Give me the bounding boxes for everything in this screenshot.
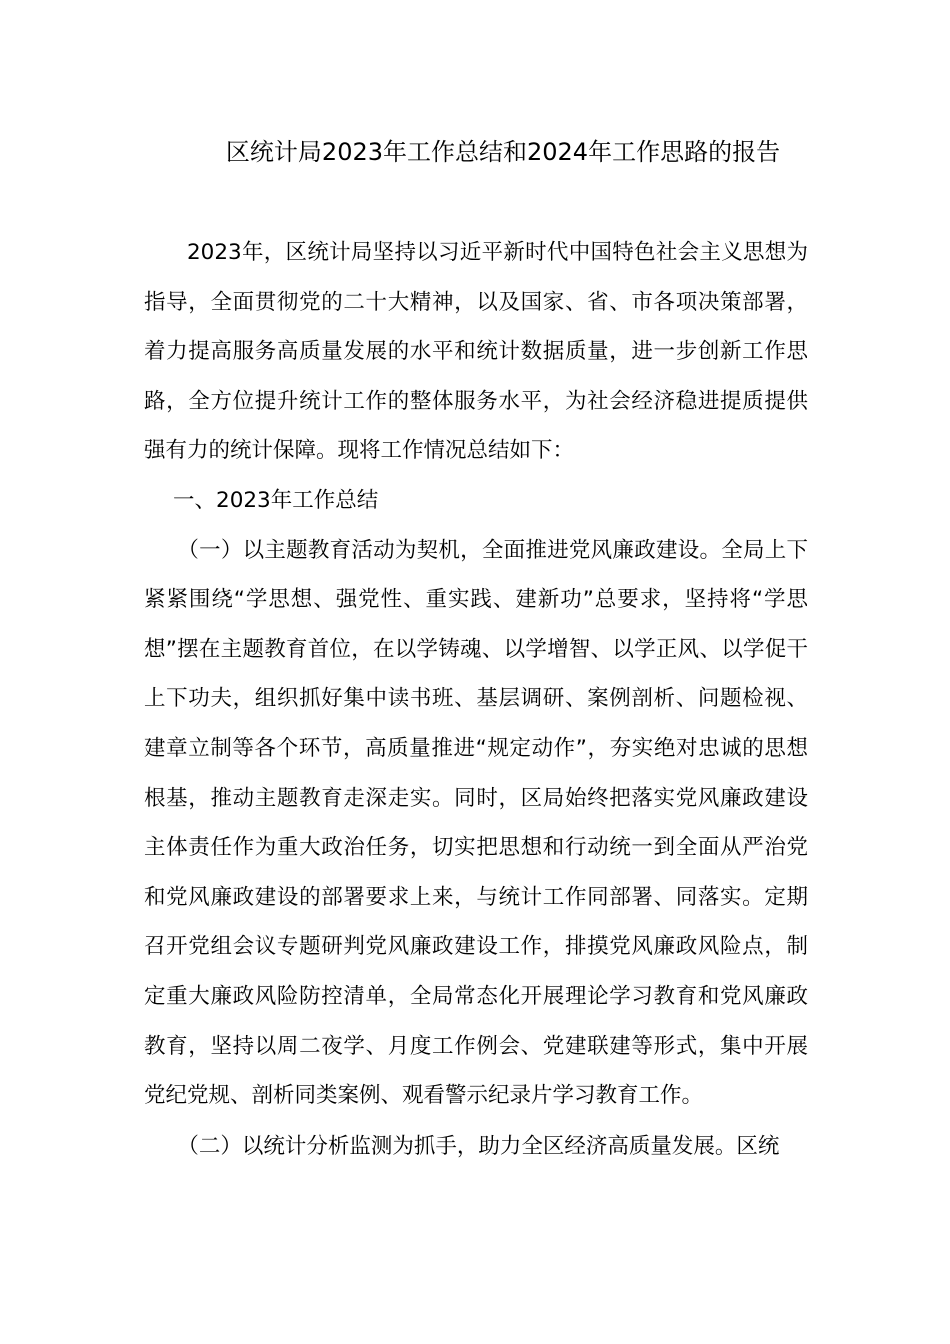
item-one-paragraph: （一）以主题教育活动为契机，全面推进党风廉政建设。全局上下紧紧围绕“学思想、强党性、重实践、建新功”总要求，坚持将“学思想”摆在主题教育首位，在以学铸魂、以学增智、以学正风、以学促干上下功夫，组织抓好集中读书班、基层调研、案例剖析、问题检视、建章立制等各个环节，高质量推进“规定动作”，夯实绝对忠诚的思想根基，推动主题教育走深走实。同时，区局始终把落实党风廉政建设主体责任作为重大政治任务，切实把思想和行动统一到全面从严治党和党风廉政建设的部署要求上来，与统计工作同部署、同落实。定期召开党组会议专题研判党风廉政建设工作，排摸党风廉政风险点，制定重大廉政风险防控清单，全局常态化开展理论学习教育和党风廉政教育，坚持以周二夜学、月度工作例会、党建联建等形式，集中开展党纪党规、剖析同类案例、观看警示纪录片学习教育工作。	[144, 537, 808, 1109]
item-two-paragraph: （二）以统计分析监测为抓手，助力全区经济高质量发展。区统	[177, 1133, 780, 1159]
document-body	[144, 228, 808, 1171]
section-heading: 一、2023年工作总结	[173, 487, 379, 513]
document-title: 区统计局2023年工作总结和2024年工作思路的报告	[225, 138, 781, 166]
intro-paragraph: 2023年，区统计局坚持以习近平新时代中国特色社会主义思想为指导，全面贯彻党的二十大精神，以及国家、省、市各项决策部署，着力提高服务高质量发展的水平和统计数据质量，进一步创新工作思路，全方位提升统计工作的整体服务水平，为社会经济稳进提质提供强有力的统计保障。现将工作情况总结如下：	[144, 240, 808, 464]
